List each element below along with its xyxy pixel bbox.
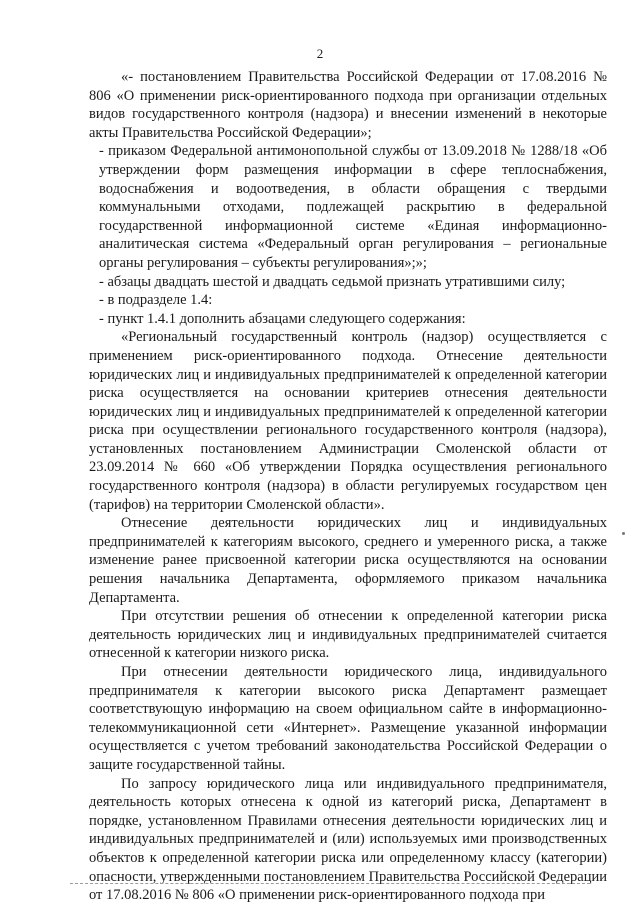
paragraph-repeal-clauses: - абзацы двадцать шестой и двадцать седьмой признать утратившими силу; [99,273,566,290]
paragraph-risk-approach: «Региональный государственный контроль (надзор) осуществляется с применением риск-ориентированного подхода. Отнесение деятельности юридических лиц и индивидуальных предпринимателей к определенной категории риска осуществляется на основании критериев отнесения деятельности юридических лиц и индивидуальных предпринимателей к определенной категории риска при осуществлении регионального государственного контроля (надзора), установленных постановлением Администрации Смоленской области от 23.09.2014 № 660 «Об утверждении Порядка осуществления регионального государственного контроля (надзора) в области регулируемых государством цен (тарифов) на территории Смоленской области». [89,329,607,513]
paragraph-low-risk-default: При отсутствии решения об отнесении к определенной категории риска деятельность юридических лиц и индивидуальных предпринимателей считается отнесенной к категории низкого риска. [89,608,607,662]
paragraph-risk-categories: Отнесение деятельности юридических лиц и индивидуальных предпринимателей к категориям высокого, среднего и умеренного риска, а также изменение ранее присвоенной категории риска осуществляются на основании решения начальника Департамента, оформляемого приказом начальника Департамента. [89,515,607,606]
footer-rule [70,883,590,884]
paragraph-item-1-4-1: - пункт 1.4.1 дополнить абзацами следующего содержания: [99,310,466,327]
margin-mark [622,532,625,535]
document-body [89,68,607,905]
paragraph-high-risk-publication: При отнесении деятельности юридического лица, индивидуального предпринимателя к категории высокого риска Департамент размещает соответствующую информацию на своем официальном сайте в информационно-телекоммуникационной сети «Интернет». Размещение указанной информации осуществляется с учетом требований законодательства Российской Федерации о защите государственной тайны. [89,664,607,773]
paragraph-decree-806: «- постановлением Правительства Российской Федерации от 17.08.2016 № 806 «О применении риск-ориентированного подхода при организации отдельных видов государственного контроля (надзора) и внесении изменений в некоторые акты Правительства Российской Федерации»; [89,69,607,141]
page-number: 2 [316,46,324,61]
paragraph-request-info: По запросу юридического лица или индивидуального предпринимателя, деятельность которых отнесена к одной из категорий риска, Департамент в порядке, установленном Правилами отнесения деятельности юридических лиц и индивидуальных предпринимателей и (или) используемых ими производственных объектов к определенной категории риска или определенному классу (категории) опасности, утвержденными постановлением Правительства Российской Федерации от 17.08.2016 № 806 «О применении риск-ориентированного подхода при [89,775,608,904]
paragraph-subsection-1-4: - в подразделе 1.4: [99,292,213,309]
paragraph-fas-order: - приказом Федеральной антимонопольной службы от 13.09.2018 № 1288/18 «Об утверждении форм размещения информации в сфере теплоснабжения, водоснабжения и водоотведения, в области обращения с твердыми коммунальными отходами, подлежащей раскрытию в федеральной государственной информационной системе «Единая информационно-аналитическая система «Федеральный орган регулирования – региональные органы регулирования – субъекты регулирования»;»; [99,143,607,271]
